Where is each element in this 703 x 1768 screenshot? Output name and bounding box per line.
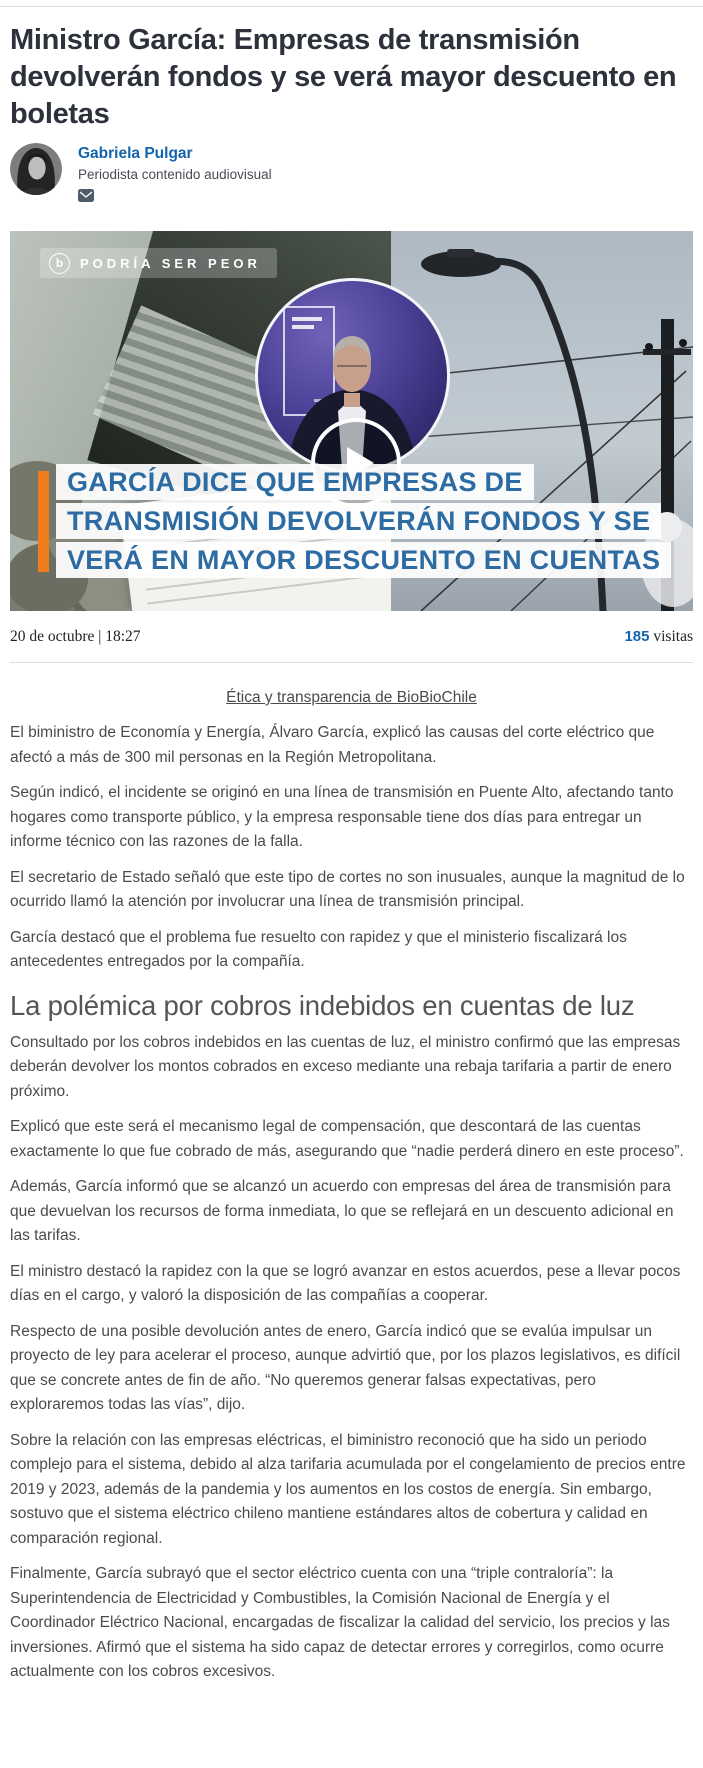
author-avatar[interactable] bbox=[10, 143, 62, 195]
ethics-link[interactable]: Ética y transparencia de BioBioChile bbox=[226, 689, 477, 706]
meta-divider bbox=[10, 662, 693, 663]
article-title: Ministro García: Empresas de transmisión devolverán fondos y se verá mayor descuento en boletas bbox=[10, 24, 677, 130]
caption-accent-bar bbox=[38, 471, 49, 572]
avatar-photo bbox=[10, 143, 62, 195]
views-count: 185 bbox=[624, 628, 650, 645]
paragraph: García destacó que el problema fue resuelto con rapidez y que el ministerio fiscalizará los antecedentes entregados por la compañía. bbox=[10, 928, 627, 970]
views-label: visitas bbox=[653, 628, 693, 645]
envelope-icon bbox=[78, 189, 94, 202]
paragraph: Según indicó, el incidente se originó en una línea de transmisión en Puente Alto, afectando tanto hogares como transporte público, y la empresa responsable tiene dos días para entregar un informe técnico con las razones de la falla. bbox=[10, 784, 674, 850]
paragraph: El secretario de Estado señaló que este tipo de cortes no son inusuales, aunque la magnitud de lo ocurrido llamó la atención por involucrar una línea de transmisión principal. bbox=[10, 868, 685, 910]
b-circle-icon: b bbox=[49, 253, 70, 274]
author-role: Periodista contenido audiovisual bbox=[78, 167, 272, 182]
paragraph: Explicó que este será el mecanismo legal de compensación, que descontará de las cuentas exactamente lo que fue cobrado de más, asegurando que “nadie perderá dinero en este proceso”. bbox=[10, 1118, 684, 1160]
paragraph: Sobre la relación con las empresas eléctricas, el biministro reconoció que ha sido un periodo complejo para el sistema, debido al alza tarifaria acumulada por el congelamiento de precios entre 2019 y 2023, además de la pandemia y los aumentos en los costos de energía. Sin embargo, sostuvo que el sistema eléctrico chileno mantiene estándares altos de cobertura y calidad en comparación regional. bbox=[10, 1431, 686, 1547]
video-player[interactable] bbox=[10, 231, 693, 611]
section-subheading: La polémica por cobros indebidos en cuentas de luz bbox=[10, 989, 635, 1021]
paragraph: Además, García informó que se alcanzó un acuerdo con empresas del área de transmisión para que devuelvan los recursos de forma inmediata, lo que se reflejará en un descuento adicional en las tarifas. bbox=[10, 1178, 674, 1244]
paragraph: Consultado por los cobros indebidos en las cuentas de luz, el ministro confirmó que las empresas deberán devolver los montos cobrados en exceso mediante una rebaja tarifaria a partir de enero próximo. bbox=[10, 1033, 681, 1100]
author-name-link[interactable]: Gabriela Pulgar bbox=[78, 145, 193, 162]
views bbox=[624, 628, 693, 646]
ethics-row bbox=[0, 689, 703, 707]
page-top-divider bbox=[0, 6, 703, 7]
author-block bbox=[10, 143, 693, 207]
article-body bbox=[10, 721, 693, 1685]
badge-label: PODRÍA SER PEOR bbox=[80, 255, 261, 271]
publish-date: 20 de octubre | 18:27 bbox=[10, 628, 141, 645]
article-meta bbox=[10, 628, 693, 646]
email-button[interactable] bbox=[78, 189, 94, 202]
video-caption-line-1: GARCÍA DICE QUE EMPRESAS DE bbox=[56, 464, 534, 500]
program-badge bbox=[40, 248, 277, 278]
paragraph: Respecto de una posible devolución antes de enero, García indicó que se evalúa impulsar un proyecto de ley para acelerar el proceso, aunque advirtió que, por los plazos legislativos, es difícil que se concrete antes de fin de año. “No queremos generar falsas expectativas, pero exploraremos todas las vías”, dijo. bbox=[10, 1322, 681, 1413]
paragraph: Finalmente, García subrayó que el sector eléctrico cuenta con una “triple contraloría”: la Superintendencia de Electricidad y Combustibles, la Comisión Nacional de Energía y el Coordinador Eléctrico Nacional, encargadas de fiscalizar la calidad del servicio, los precios y las inversiones. Afirmó que el sistema ha sido capaz de detectar errores y corregirlos, como ocurre actualmente con los cobros excesivos. bbox=[10, 1565, 670, 1680]
video-caption-line-2: TRANSMISIÓN DEVOLVERÁN FONDOS Y SE bbox=[56, 503, 661, 539]
paragraph: El ministro destacó la rapidez con la que se logró avanzar en estos acuerdos, pese a llevar pocos días en el cargo, y valoró la disposición de las compañías a cooperar. bbox=[10, 1262, 681, 1304]
video-caption-line-3: VERÁ EN MAYOR DESCUENTO EN CUENTAS bbox=[56, 542, 671, 578]
paragraph: El biministro de Economía y Energía, Álvaro García, explicó las causas del corte eléctrico que afectó a más de 300 mil personas en la Región Metropolitana. bbox=[10, 724, 655, 766]
